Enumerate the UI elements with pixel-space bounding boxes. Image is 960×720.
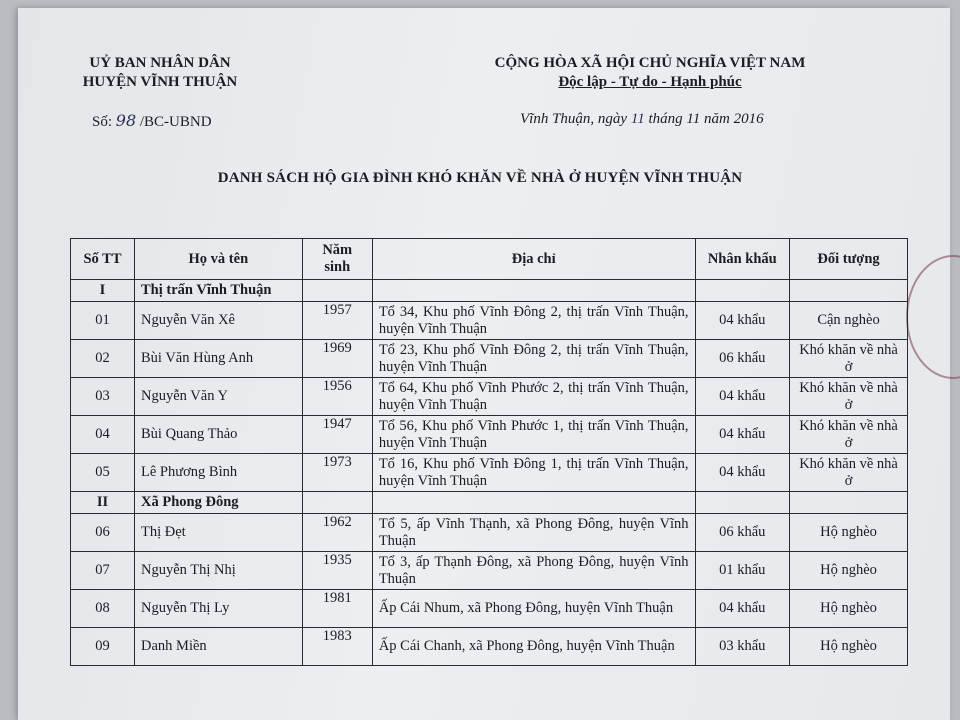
table-row — [71, 378, 908, 416]
cell-stt: 05 — [71, 454, 135, 492]
section-empty-cell — [302, 492, 372, 514]
section-empty-cell — [372, 492, 695, 514]
table-row — [71, 340, 908, 378]
cell-birth-year: 1981 — [302, 590, 372, 628]
place-date-suffix: tháng 11 năm 2016 — [648, 111, 764, 127]
cell-address: Tổ 56, Khu phố Vĩnh Phước 1, thị trấn Vĩnh Thuận, huyện Vĩnh Thuận — [372, 416, 695, 454]
table-row — [71, 628, 908, 666]
cell-household: 06 khẩu — [695, 514, 790, 552]
cell-stt: 07 — [71, 552, 135, 590]
header-household: Nhân khẩu — [695, 239, 790, 280]
cell-household: 06 khẩu — [695, 340, 790, 378]
table-row — [71, 552, 908, 590]
cell-name: Thị Đẹt — [135, 514, 303, 552]
table-row — [71, 416, 908, 454]
cell-category: Hộ nghèo — [790, 590, 908, 628]
place-date-prefix: Vĩnh Thuận, ngày — [520, 111, 628, 127]
cell-stt: 03 — [71, 378, 135, 416]
cell-category: Hộ nghèo — [790, 628, 908, 666]
cell-birth-year: 1969 — [302, 340, 372, 378]
national-header — [480, 54, 820, 92]
header-name: Họ và tên — [135, 239, 303, 280]
cell-birth-year: 1947 — [302, 416, 372, 454]
issuing-agency — [60, 54, 260, 92]
cell-stt: 01 — [71, 302, 135, 340]
cell-name: Bùi Văn Hùng Anh — [135, 340, 303, 378]
header-year — [302, 239, 372, 280]
cell-address: Ấp Cái Nhum, xã Phong Đông, huyện Vĩnh Thuận — [372, 590, 695, 628]
cell-stt: 06 — [71, 514, 135, 552]
agency-line-1: UỶ BAN NHÂN DÂN — [89, 55, 231, 71]
cell-birth-year: 1962 — [302, 514, 372, 552]
cell-address: Tổ 23, Khu phố Vĩnh Đông 2, thị trấn Vĩnh Thuận, huyện Vĩnh Thuận — [372, 340, 695, 378]
header-year-line-2: sinh — [324, 259, 351, 275]
cell-name: Bùi Quang Thảo — [135, 416, 303, 454]
cell-household: 04 khẩu — [695, 378, 790, 416]
place-and-date — [520, 111, 764, 128]
table-body — [71, 280, 908, 666]
cell-household: 04 khẩu — [695, 302, 790, 340]
table-row — [71, 454, 908, 492]
cell-name: Danh Miền — [135, 628, 303, 666]
cell-category: Khó khăn về nhà ở — [790, 454, 908, 492]
cell-name: Nguyễn Văn Y — [135, 378, 303, 416]
section-empty-cell — [372, 280, 695, 302]
cell-address: Tổ 34, Khu phố Vĩnh Đông 2, thị trấn Vĩnh Thuận, huyện Vĩnh Thuận — [372, 302, 695, 340]
country-name: CỘNG HÒA XÃ HỘI CHỦ NGHĨA VIỆT NAM — [494, 55, 806, 71]
table-row — [71, 590, 908, 628]
cell-address: Tổ 5, ấp Vĩnh Thạnh, xã Phong Đông, huyện Vĩnh Thuận — [372, 514, 695, 552]
header-year-line-1: Năm — [322, 242, 353, 258]
cell-birth-year: 1956 — [302, 378, 372, 416]
cell-birth-year: 1973 — [302, 454, 372, 492]
number-handwritten: 98 — [115, 111, 137, 130]
national-motto: Độc lập - Tự do - Hạnh phúc — [558, 74, 742, 90]
cell-address: Tổ 64, Khu phố Vĩnh Phước 2, thị trấn Vĩnh Thuận, huyện Vĩnh Thuận — [372, 378, 695, 416]
cell-birth-year: 1935 — [302, 552, 372, 590]
cell-category: Khó khăn về nhà ở — [790, 416, 908, 454]
cell-household: 04 khẩu — [695, 416, 790, 454]
number-suffix: /BC-UBND — [139, 114, 212, 130]
cell-stt: 08 — [71, 590, 135, 628]
document-number — [92, 111, 212, 131]
header-address: Địa chỉ — [372, 239, 695, 280]
cell-category: Khó khăn về nhà ở — [790, 340, 908, 378]
cell-category: Hộ nghèo — [790, 552, 908, 590]
cell-birth-year: 1983 — [302, 628, 372, 666]
section-empty-cell — [790, 492, 908, 514]
agency-line-2: HUYỆN VĨNH THUẬN — [82, 74, 238, 90]
header-category: Đối tượng — [790, 239, 908, 280]
section-label: Thị trấn Vĩnh Thuận — [135, 280, 303, 302]
cell-stt: 02 — [71, 340, 135, 378]
cell-address: Tổ 3, ấp Thạnh Đông, xã Phong Đông, huyện Vĩnh Thuận — [372, 552, 695, 590]
header-stt: Số TT — [71, 239, 135, 280]
section-empty-cell — [695, 280, 790, 302]
cell-birth-year: 1957 — [302, 302, 372, 340]
table-row — [71, 302, 908, 340]
number-prefix: Số: — [92, 114, 113, 130]
cell-household: 04 khẩu — [695, 590, 790, 628]
section-label: Xã Phong Đông — [135, 492, 303, 514]
section-numeral: II — [71, 492, 135, 514]
day-handwritten: 11 — [630, 111, 645, 127]
section-empty-cell — [695, 492, 790, 514]
cell-address: Tổ 16, Khu phố Vĩnh Đông 1, thị trấn Vĩnh Thuận, huyện Vĩnh Thuận — [372, 454, 695, 492]
household-table — [70, 238, 908, 666]
cell-name: Nguyễn Thị Ly — [135, 590, 303, 628]
cell-category: Cận nghèo — [790, 302, 908, 340]
cell-category: Khó khăn về nhà ở — [790, 378, 908, 416]
section-empty-cell — [302, 280, 372, 302]
cell-stt: 09 — [71, 628, 135, 666]
cell-household: 04 khẩu — [695, 454, 790, 492]
cell-name: Lê Phương Bình — [135, 454, 303, 492]
section-empty-cell — [790, 280, 908, 302]
table-row — [71, 514, 908, 552]
table-header-row — [71, 239, 908, 280]
section-row — [71, 492, 908, 514]
cell-household: 03 khẩu — [695, 628, 790, 666]
cell-stt: 04 — [71, 416, 135, 454]
cell-name: Nguyễn Văn Xê — [135, 302, 303, 340]
cell-household: 01 khẩu — [695, 552, 790, 590]
section-row — [71, 280, 908, 302]
document-title: DANH SÁCH HỘ GIA ĐÌNH KHÓ KHĂN VỀ NHÀ Ở HUYỆN VĨNH THUẬN — [217, 170, 743, 186]
cell-category: Hộ nghèo — [790, 514, 908, 552]
cell-name: Nguyễn Thị Nhị — [135, 552, 303, 590]
cell-address: Ấp Cái Chanh, xã Phong Đông, huyện Vĩnh Thuận — [372, 628, 695, 666]
section-numeral: I — [71, 280, 135, 302]
